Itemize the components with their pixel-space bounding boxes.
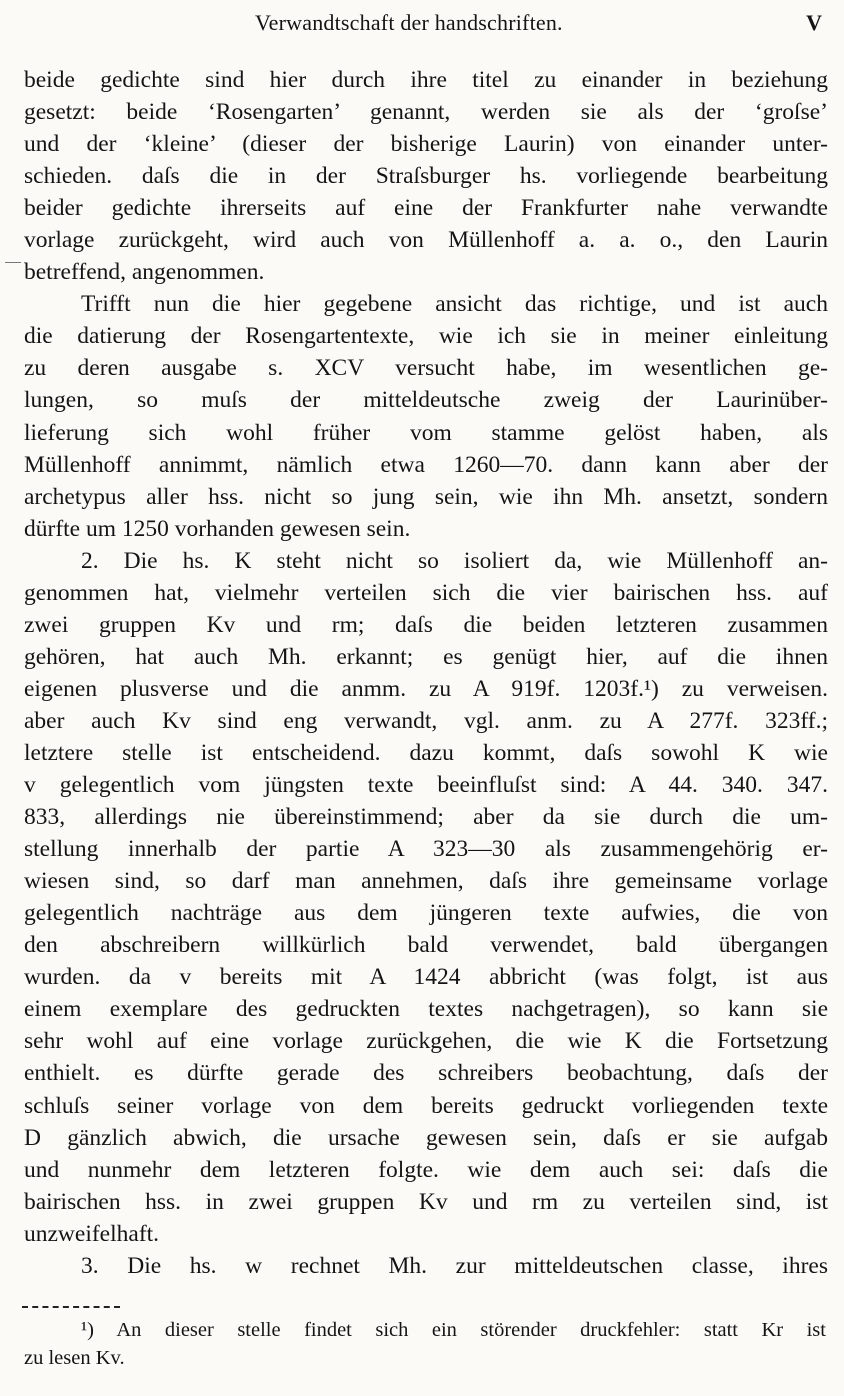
footnote-rule <box>22 1306 120 1308</box>
margin-mark <box>5 262 21 263</box>
text-line: 2. Die hs. K steht nicht so isoliert da, wie Müllenhoff an- <box>81 547 828 574</box>
text-line: lungen, so muſs der mitteldeutsche zweig der Laurinüber- <box>24 387 828 414</box>
text-line: betreffend, angenommen. <box>24 259 265 286</box>
text-line: beider gedichte ihrerseits auf eine der Frankfurter nahe verwandte <box>24 195 828 222</box>
text-line: gesetzt: beide ‘Rosengarten’ genannt, werden sie als der ‘groſse’ <box>24 99 828 126</box>
text-line: genommen hat, vielmehr verteilen sich die vier bairischen hss. auf <box>24 579 828 606</box>
text-line: enthielt. es dürfte gerade des schreibers beobachtung, daſs der <box>24 1060 828 1087</box>
text-line: zu deren ausgabe s. XCV versucht habe, im wesentlichen ge- <box>24 355 828 382</box>
text-line: sehr wohl auf eine vorlage zurückgehen, die wie K die Fortsetzung <box>24 1028 828 1055</box>
footnote-line: zu lesen Kv. <box>24 1347 125 1369</box>
text-line: Trifft nun die hier gegebene ansicht das richtige, und ist auch <box>81 291 828 318</box>
text-line: die datierung der Rosengartentexte, wie ich sie in meiner einleitung <box>24 323 828 350</box>
text-line: D gänzlich abwich, die ursache gewesen sein, daſs er sie aufgab <box>24 1124 828 1151</box>
footnote-line: ¹) An dieser stelle findet sich ein störender druckfehler: statt Kr ist <box>81 1319 826 1341</box>
page-header <box>0 6 844 40</box>
text-line: vorlage zurückgeht, wird auch von Müllenhoff a. a. o., den Laurin <box>24 227 828 254</box>
footnotes <box>24 1316 826 1372</box>
text-line: archetypus aller hss. nicht so jung sein, wie ihn Mh. ansetzt, sondern <box>24 483 828 510</box>
running-title: Verwandtschaft der handschriften. <box>255 10 563 35</box>
text-line: 3. Die hs. w rechnet Mh. zur mitteldeutschen classe, ihres <box>81 1252 828 1279</box>
text-line: v gelegentlich vom jüngsten texte beeinfluſst sind: A 44. 340. 347. <box>24 772 828 799</box>
text-line: und der ‘kleine’ (dieser der bisherige Laurin) von einander unter- <box>24 131 828 158</box>
text-line: beide gedichte sind hier durch ihre titel zu einander in beziehung <box>24 67 828 93</box>
text-line: zwei gruppen Kv und rm; daſs die beiden letzteren zusammen <box>24 611 828 638</box>
text-line: stellung innerhalb der partie A 323—30 als zusammengehörig er- <box>24 836 828 863</box>
text-line: schieden. daſs die in der Straſsburger hs. vorliegende bearbeitung <box>24 163 828 190</box>
text-line: gehören, hat auch Mh. erkannt; es genügt hier, auf die ihnen <box>24 643 828 670</box>
text-line: Müllenhoff annimmt, nämlich etwa 1260—70. dann kann aber der <box>24 451 828 478</box>
text-line: 833, allerdings nie übereinstimmend; aber da sie durch die um- <box>24 804 828 831</box>
text-line: einem exemplare des gedruckten textes nachgetragen), so kann sie <box>24 996 828 1023</box>
text-line: bairischen hss. in zwei gruppen Kv und rm zu verteilen sind, ist <box>24 1188 828 1215</box>
text-line: eigenen plusverse und die anmm. zu A 919f. 1203f.¹) zu verweisen. <box>24 675 828 702</box>
text-line: und nunmehr dem letzteren folgte. wie dem auch sei: daſs die <box>24 1156 828 1183</box>
text-line: wiesen sind, so darf man annehmen, daſs ihre gemeinsame vorlage <box>24 868 828 895</box>
text-line: wurden. da v bereits mit A 1424 abbricht (was folgt, ist aus <box>24 964 828 991</box>
text-line: lieferung sich wohl früher vom stamme gelöst haben, als <box>24 419 828 446</box>
text-line: gelegentlich nachträge aus dem jüngeren texte aufwies, die von <box>24 900 828 927</box>
text-line: letztere stelle ist entscheidend. dazu kommt, daſs sowohl K wie <box>24 739 828 766</box>
text-line: schluſs seiner vorlage von dem bereits gedruckt vorliegenden texte <box>24 1092 828 1119</box>
page-number: V <box>806 10 822 35</box>
text-line: den abschreibern willkürlich bald verwendet, bald übergangen <box>24 932 828 959</box>
text-line: dürfte um 1250 vorhanden gewesen sein. <box>24 515 411 542</box>
text-line: aber auch Kv sind eng verwandt, vgl. anm. zu A 277f. 323ff.; <box>24 707 828 734</box>
text-line: unzweifelhaft. <box>24 1220 160 1247</box>
body-text <box>24 64 828 1282</box>
